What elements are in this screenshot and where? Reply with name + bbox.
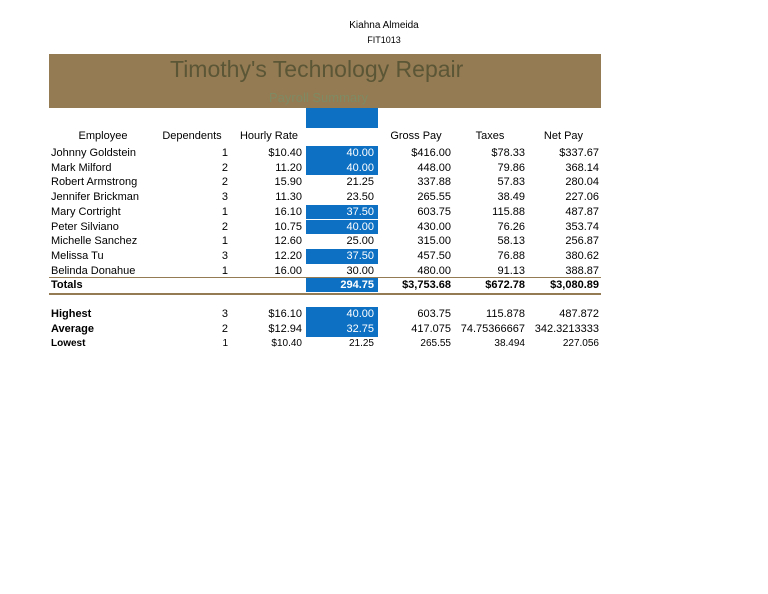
cell-net-pay: 256.87 — [565, 235, 599, 248]
cell-employee: Michelle Sanchez — [51, 235, 138, 248]
cell-net-pay: 353.74 — [565, 220, 599, 233]
cell-hours-worked: 40.00 — [346, 161, 374, 174]
cell-dependents: 1 — [221, 235, 228, 248]
cell-hours-worked: 40.00 — [346, 220, 374, 233]
cell-hourly-rate: 11.30 — [275, 191, 302, 204]
cell-dependents: 1 — [221, 205, 228, 218]
stat-employee: Average — [51, 323, 95, 335]
cell-employee: Peter Silviano — [51, 220, 119, 233]
banner-subtitle: Payroll Summary — [269, 90, 368, 105]
cell-gross-pay: 603.75 — [417, 205, 451, 218]
hours-header-highlight — [306, 108, 378, 128]
column-header-hours-worked: Hours Worked — [306, 130, 378, 142]
cell-gross-pay: 315.00 — [417, 235, 451, 248]
column-header-gross-pay: Gross Pay — [390, 130, 442, 142]
stat-gross-pay: 265.55 — [420, 338, 451, 349]
cell-gross-pay: 448.00 — [417, 161, 451, 174]
cell-hours-worked: 25.00 — [346, 235, 374, 248]
cell-taxes: 76.26 — [497, 220, 525, 233]
cell-hourly-rate: 12.60 — [274, 235, 302, 248]
stat-dependents: 1 — [222, 338, 228, 349]
cell-hours-worked: 40.00 — [346, 147, 374, 159]
stat-dependents: 2 — [221, 323, 228, 335]
column-header-net-pay: Net Pay — [543, 130, 584, 142]
stat-taxes: 38.494 — [494, 338, 525, 349]
totals-gross: $3,753.68 — [402, 279, 451, 292]
stat-employee: Highest — [51, 308, 92, 320]
cell-employee: Johnny Goldstein — [51, 147, 136, 159]
cell-net-pay: 368.14 — [565, 161, 599, 174]
cell-gross-pay: $416.00 — [411, 147, 451, 159]
stat-gross-pay: 417.075 — [411, 323, 451, 335]
cell-gross-pay: 480.00 — [417, 264, 451, 277]
cell-taxes: 79.86 — [497, 161, 525, 174]
cell-dependents: 2 — [221, 220, 228, 233]
cell-hourly-rate: 15.90 — [274, 176, 302, 189]
cell-hourly-rate: 16.10 — [274, 205, 302, 218]
stat-employee: Lowest — [51, 338, 86, 349]
header-name: Kiahna Almeida — [349, 20, 419, 31]
cell-dependents: 2 — [221, 161, 228, 174]
cell-taxes: 38.49 — [497, 191, 525, 204]
stat-hours-worked: 21.25 — [348, 338, 374, 349]
column-header-dependents: Dependents — [162, 130, 222, 142]
stat-hours-worked: 40.00 — [346, 308, 374, 320]
totals-bottom-rule — [49, 293, 601, 295]
stat-hourly-rate: $16.10 — [268, 308, 302, 320]
cell-hourly-rate: 10.75 — [274, 220, 302, 233]
cell-employee: Belinda Donahue — [51, 264, 136, 277]
cell-taxes: 76.88 — [497, 249, 525, 262]
cell-dependents: 1 — [221, 264, 228, 277]
totals-hours: 294.75 — [340, 279, 374, 292]
stat-dependents: 3 — [221, 308, 228, 320]
header-course: FIT1013 — [367, 35, 401, 45]
cell-net-pay: $337.67 — [559, 147, 599, 159]
cell-hourly-rate: 11.20 — [275, 161, 302, 174]
totals-taxes: $672.78 — [485, 279, 525, 292]
cell-hourly-rate: $10.40 — [268, 147, 302, 159]
cell-net-pay: 227.06 — [565, 191, 599, 204]
cell-hours-worked: 21.25 — [346, 176, 374, 189]
cell-taxes: 91.13 — [497, 264, 525, 277]
cell-employee: Mark Milford — [51, 161, 112, 174]
cell-taxes: 58.13 — [497, 235, 525, 248]
stat-taxes: 74.75366667 — [460, 323, 525, 335]
cell-dependents: 2 — [221, 176, 228, 189]
cell-net-pay: 280.04 — [565, 176, 599, 189]
stat-hours-worked: 32.75 — [346, 323, 374, 335]
stat-net-pay: 227.056 — [562, 338, 599, 349]
cell-gross-pay: 265.55 — [417, 191, 451, 204]
cell-hours-worked: 30.00 — [346, 264, 374, 277]
cell-taxes: 115.88 — [492, 205, 525, 218]
cell-hourly-rate: 16.00 — [274, 264, 302, 277]
stat-hourly-rate: $12.94 — [268, 323, 302, 335]
cell-employee: Melissa Tu — [51, 249, 104, 262]
stat-net-pay: 342.3213333 — [534, 323, 599, 335]
totals-label: Totals — [51, 279, 83, 292]
stat-hourly-rate: $10.40 — [271, 338, 302, 349]
cell-hourly-rate: 12.20 — [274, 249, 302, 262]
cell-net-pay: 487.87 — [565, 205, 599, 218]
totals-net: $3,080.89 — [550, 279, 599, 292]
cell-hours-worked: 37.50 — [346, 205, 374, 218]
cell-employee: Robert Armstrong — [51, 176, 138, 189]
stat-net-pay: 487.872 — [559, 308, 599, 320]
column-header-taxes: Taxes — [475, 130, 505, 142]
cell-taxes: $78.33 — [491, 147, 525, 159]
cell-taxes: 57.83 — [497, 176, 525, 189]
stat-taxes: 115.878 — [486, 308, 525, 320]
banner-title: Timothy's Technology Repair — [170, 56, 464, 82]
column-header-employee: Employee — [78, 130, 128, 142]
cell-employee: Mary Cortright — [51, 205, 121, 218]
cell-dependents: 1 — [221, 147, 228, 159]
cell-hours-worked: 23.50 — [346, 191, 374, 204]
cell-dependents: 3 — [221, 191, 228, 204]
stat-gross-pay: 603.75 — [417, 308, 451, 320]
column-header-hourly-rate: Hourly Rate — [239, 130, 299, 142]
cell-hours-worked: 37.50 — [346, 249, 374, 262]
cell-net-pay: 388.87 — [565, 264, 599, 277]
cell-dependents: 3 — [221, 249, 228, 262]
cell-employee: Jennifer Brickman — [51, 191, 140, 204]
cell-gross-pay: 337.88 — [417, 176, 451, 189]
cell-gross-pay: 457.50 — [417, 249, 451, 262]
cell-net-pay: 380.62 — [565, 249, 599, 262]
cell-gross-pay: 430.00 — [417, 220, 451, 233]
